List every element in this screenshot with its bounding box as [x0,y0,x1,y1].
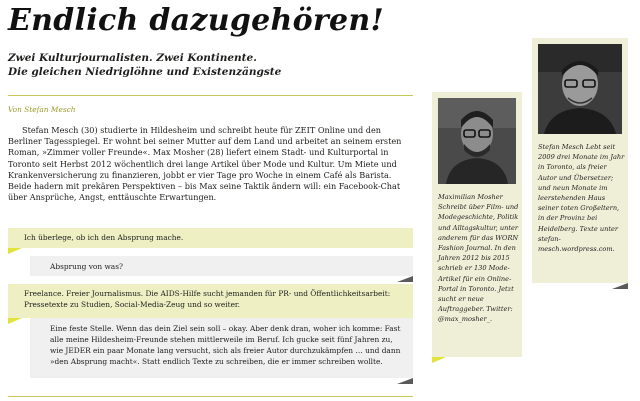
chat-message [8,228,413,248]
chat-message-text: Ich überlege, ob ich den Absprung mache. [24,233,184,242]
profile-card-max [432,92,522,357]
chat-message [8,284,413,318]
intro-paragraph: Stefan Mesch (30) studierte in Hildesheim und schreibt heute für ZEIT Online und den Berliner Tagesspiegel. Er wohnt bei seiner Mutter auf dem Land und arbeitet an seinem ersten Roman, »Zimmer voller Freunde«. Max Mosher (28) liefert einem Stadt- und Kulturportal in Toronto seit Herbst 2012 wöchentlich drei lange Artikel über Mode und Kultur. Um Miete und Krankenversicherung zu finanzieren, jobbt er vier Tage pro Woche in einem Café als Barista. [8,125,402,180]
chat-message [30,318,413,378]
chat-tail-left [8,248,22,254]
subtitle-line-1: Zwei Kulturjournalisten. Zwei Kontinente. [8,52,257,64]
profile-card-stefan [532,38,628,283]
profile-tail-stefan [612,283,628,289]
title-divider [8,95,413,96]
chat-message-text: Eine feste Stelle. Wenn das dein Ziel sein soll – okay. Aber denk dran, woher ich komme: Fast alle meine Hildesheim-Freunde stehen mittlerweile im Beruf. Ich gucke seit fünf Jahren zu, wie JEDER ein paar Monate lang versucht, sich als freier Autor durchzukämpfen … und dann »den Absprung macht«. Statt endlich Texte zu schreiben, die er immer schreiben wollte. [50,324,401,366]
chat-tail-right [397,276,413,282]
max-caption: Maximilian Mosher Schreibt über Film- und Modegeschichte, Politik und Alltagskultur, unter anderem für das WORN Fashion Journal. In den Jahren 2012 bis 2015 schrieb er 130 Mode-Artikel für ein Online-Portal in Toronto. Jetzt sucht er neue Auftraggeber. Twitter: @max_mosher_. [438,193,519,324]
stefan-caption: Stefan Mesch Lebt seit 2009 drei Monate im Jahr in Toronto, als freier Autor und Übersetzer; und neun Monate im leerstehenden Haus seiner toten Großeltern, in der Provinz bei Heidelberg. Texte unter stefan-mesch.wordpress.com. [538,143,625,254]
intro-paragraph-2: Beide hadern mit prekären Perspektiven – bis Max seine Taktik ändern will: ein Facebook-Chat über Ansprüche, Angst, enttäuschte Erwartungen. [8,181,401,203]
profile-tail-max [432,357,446,363]
chat-message [30,256,413,276]
person-photo-icon [538,44,622,134]
chat-message-text: Freelance. Freier Journalismus. Die AIDS-Hilfe sucht jemanden für PR- und Öffentlichkeitsarbeit: Pressetexte zu Studien, Social-Media-Zeug und so weiter. [24,289,391,309]
max-portrait [438,98,516,184]
article-title: Endlich dazugehören! [8,3,384,38]
chat-tail-left [8,318,22,324]
article-body [8,125,413,203]
chat-message-text: Absprung von was? [50,262,123,271]
stefan-portrait [538,44,622,134]
bottom-divider [8,396,413,397]
chat-tail-right [397,378,413,384]
person-photo-icon [438,98,516,184]
article-subtitle [8,51,408,79]
byline: Von Stefan Mesch [8,105,76,114]
subtitle-line-2: Die gleichen Niedriglöhne und Existenzängste [8,66,282,78]
